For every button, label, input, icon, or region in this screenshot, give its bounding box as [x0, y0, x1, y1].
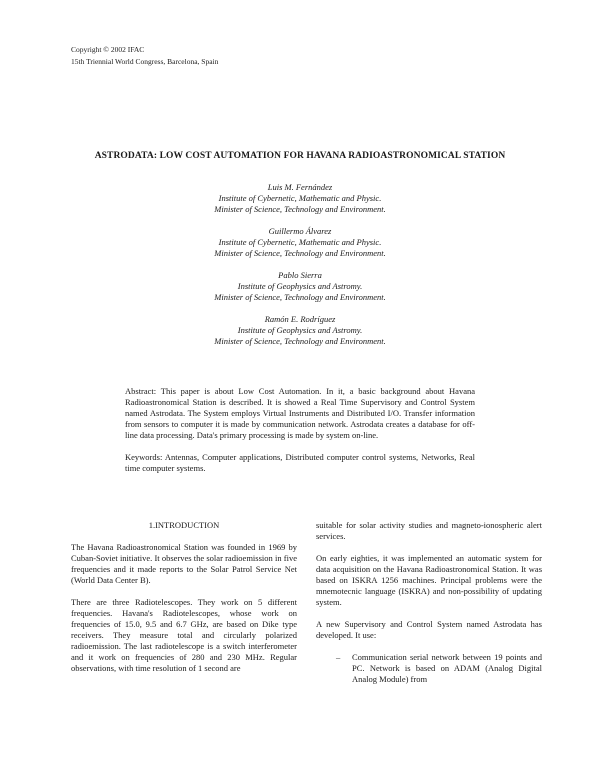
author-list	[0, 182, 600, 347]
venue-line: 15th Triennial World Congress, Barcelona, Spain	[71, 57, 219, 66]
author-affiliation: Minister of Science, Technology and Environment.	[214, 292, 386, 302]
author-affiliation: Minister of Science, Technology and Environment.	[214, 204, 386, 214]
author-affiliation: Minister of Science, Technology and Environment.	[214, 248, 386, 258]
author-name: Ramón E. Rodríguez	[264, 314, 336, 324]
list-item-text: Communication serial network between 19 points and PC. Network is based on ADAM (Analog Digital Analog Module) from	[352, 652, 542, 684]
right-column	[316, 520, 542, 696]
author-block	[0, 226, 600, 259]
author-block	[0, 314, 600, 347]
keywords-text: Keywords: Antennas, Computer applications, Distributed computer control systems, Networks, Real time computer systems.	[125, 452, 475, 473]
author-affiliation: Institute of Geophysics and Astromy.	[237, 281, 363, 291]
intro-paragraph: A new Supervisory and Control System named Astrodata has developed. It use:	[316, 619, 542, 640]
list-item	[316, 652, 542, 685]
author-name: Luis M. Fernández	[267, 182, 333, 192]
intro-paragraph: On early eighties, it was implemented an automatic system for data acquisition on the Havana Radioastronomical Station. It was based on ISKRA 1256 machines. Principal problems were the mnemotecnic language (ISKRA) and non-possibility of updating system.	[316, 553, 542, 607]
author-affiliation: Institute of Cybernetic, Mathematic and Physic.	[218, 193, 382, 203]
author-affiliation: Institute of Cybernetic, Mathematic and Physic.	[218, 237, 382, 247]
author-block	[0, 182, 600, 215]
copyright-line: Copyright © 2002 IFAC	[71, 45, 145, 54]
abstract-section	[125, 386, 475, 474]
intro-paragraph: suitable for solar activity studies and magneto-ionospheric alert services.	[316, 520, 542, 541]
header-copyright-block	[71, 44, 218, 68]
left-column	[71, 520, 297, 685]
paper-title: ASTRODATA: LOW COST AUTOMATION FOR HAVANA RADIOASTRONOMICAL STATION	[94, 151, 506, 161]
intro-paragraph: The Havana Radioastronomical Station was founded in 1969 by Cuban-Soviet initiative. It observes the solar radioemission in five frequencies and it made reports to the Solar Patrol Service Net (World Data Center B).	[71, 542, 297, 585]
author-affiliation: Institute of Geophysics and Astromy.	[237, 325, 363, 335]
author-affiliation: Minister of Science, Technology and Environment.	[214, 336, 386, 346]
bullet-dash: –	[336, 652, 341, 662]
abstract-text: Abstract: This paper is about Low Cost Automation. In it, a basic background about Havana Radioastronomical Station is described. It is showed a Real Time Supervisory and Control System named Astrodata. The System employs Virtual Instruments and Distributed I/O. Transfer information from sensors to computer it is made by communication network. Astrodata creates a database for off-line data processing. Data's primary processing is made by system on-line.	[125, 386, 475, 440]
author-name: Pablo Sierra	[278, 270, 322, 280]
section-heading-introduction: 1.INTRODUCTION	[148, 520, 220, 530]
author-block	[0, 270, 600, 303]
intro-paragraph: There are three Radiotelescopes. They work on 5 different frequencies. Havana's Radiotelescopes, whose work on frequencies of 15.0, 9.5 and 6.7 GHz, are based on Dike type receivers. They measure total and circularly polarized radioemission. The last radiotelescope is a switch interferometer and it work on frequencies of 280 and 230 MHz. Regular observations, with time resolution of 1 second are	[71, 597, 297, 673]
author-name: Guillermo Álvarez	[268, 226, 332, 236]
